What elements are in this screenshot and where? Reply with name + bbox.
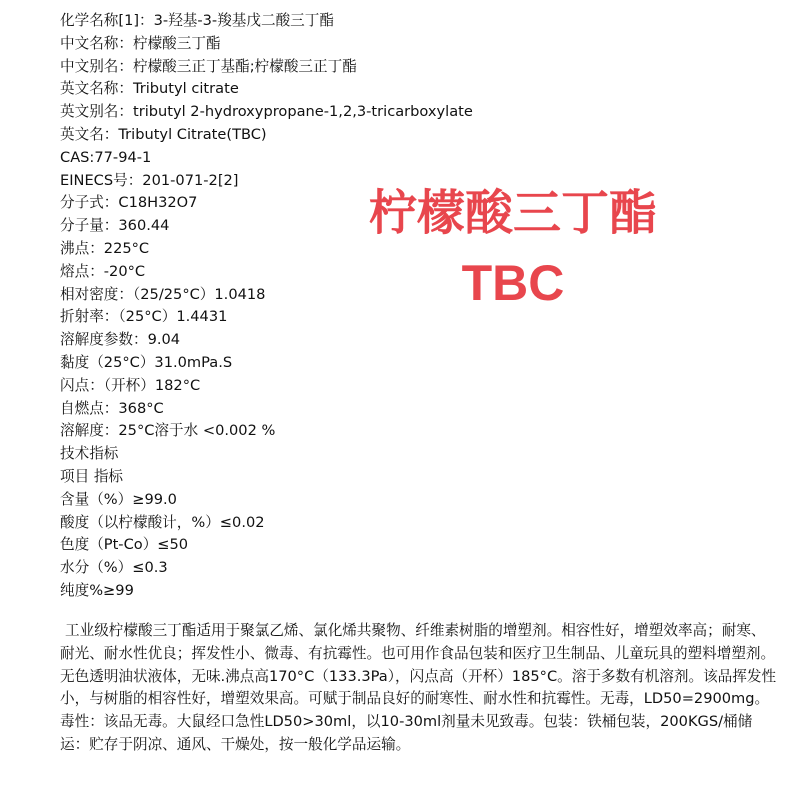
overlay-subtitle: TBC (461, 255, 565, 311)
purity-spec-line: 纯度%≥99 (60, 581, 134, 599)
solubility-parameter-line: 溶解度参数：9.04 (60, 331, 181, 349)
chinese-alias-line: 中文别名：柠檬酸三正丁基酯;柠檬酸三正丁酯 (60, 57, 357, 75)
refractive-index-line: 折射率：（25°C）1.4431 (60, 308, 228, 326)
spec-columns-line: 项目 指标 (60, 467, 124, 485)
flash-point-line: 闪点：（开杯）182°C (60, 376, 201, 394)
formula-line: 分子式：C18H32O7 (60, 194, 198, 212)
molecular-weight-line: 分子量：360.44 (60, 217, 170, 235)
solubility-line: 溶解度：25°C溶于水 <0.002 % (60, 422, 276, 440)
boiling-point-line: 沸点：225°C (60, 239, 150, 257)
english-short-name-line: 英文名：Tributyl Citrate(TBC) (60, 125, 267, 143)
relative-density-line: 相对密度：（25/25°C）1.0418 (60, 285, 266, 303)
chinese-name-line: 中文名称：柠檬酸三丁酯 (60, 34, 221, 52)
melting-point-line: 熔点：-20°C (60, 262, 146, 280)
description-paragraph: 工业级柠檬酸三丁酯适用于聚氯乙烯、氯化烯共聚物、纤维素树脂的增塑剂。相容性好，增塑效率高；耐寒、耐光、耐水性优良；挥发性小、微毒、有抗霉性。也可用作食品包装和医疗卫生制品、儿童玩具的塑料增塑剂。无色透明油状液体，无味.沸点高170°C（133.3Pa），闪点高（开杯）185°C。溶于多数有机溶剂。该品挥发性小，与树脂的相容性好，增塑效果高。可赋于制品良好的耐寒性、耐水性和抗霉性。无毒，LD50=2900mg。毒性：该品无毒。大鼠经口急性LD50>30ml，以10-30ml剂量未见致毒。包装：铁桶包装，200KGS/桶储运：贮存于阴凉、通风、干燥处，按一般化学品运输。 (60, 622, 777, 753)
color-spec-line: 色度（Pt-Co）≤50 (60, 536, 189, 554)
moisture-spec-line: 水分（%）≤0.3 (60, 559, 168, 577)
english-name-line: 英文名称：Tributyl citrate (60, 80, 239, 98)
cas-line: CAS:77-94-1 (60, 148, 152, 166)
english-alias-line: 英文别名：tributyl 2-hydroxypropane-1,2,3-tricarboxylate (60, 103, 473, 121)
chemical-name-line: 化学名称[1]：3-羟基-3-羧基戊二酸三丁酯 (60, 12, 334, 29)
overlay-title: 柠檬酸三丁酯 (368, 185, 657, 241)
content-spec-line: 含量（%）≥99.0 (60, 490, 177, 508)
acidity-spec-line: 酸度（以柠檬酸计，%）≤0.02 (60, 513, 265, 531)
spec-heading: 技术指标 (60, 445, 119, 463)
viscosity-line: 黏度（25°C）31.0mPa.S (60, 353, 233, 371)
autoignition-point-line: 自燃点：368°C (60, 399, 164, 417)
einecs-line: EINECS号：201-071-2[2] (60, 171, 239, 189)
